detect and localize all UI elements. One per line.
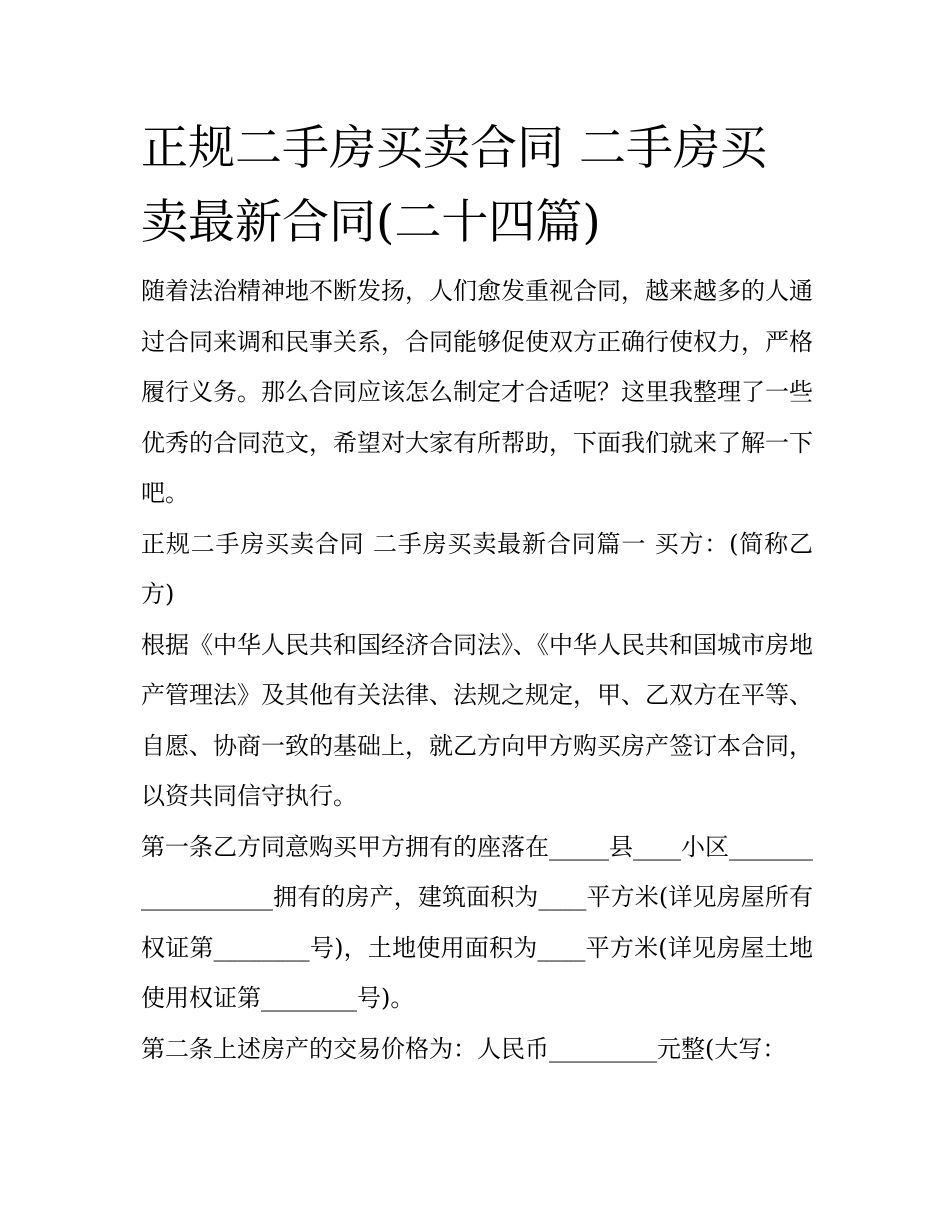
contract-heading-paragraph: 正规二手房买卖合同 二手房买卖最新合同篇一 买方：(简称乙方) <box>141 529 813 608</box>
article-two-paragraph: 第二条上述房产的交易价格为：人民币_________元整(大写： <box>141 1034 787 1063</box>
intro-paragraph: 随着法治精神地不断发扬，人们愈发重视合同，越来越多的人通过合同来调和民事关系，合同能够促使双方正确行使权力，严格履行义务。那么合同应该怎么制定才合适呢？这里我整理了一些优秀的合同范文，希望对大家有所帮助，下面我们就来了解一下吧。 <box>141 277 813 507</box>
legal-basis-paragraph: 根据《中华人民共和国经济合同法》、《中华人民共和国城市房地产管理法》及其他有关法律、法规之规定，甲、乙双方在平等、自愿、协商一致的基础上，就乙方向甲方购买房产签订本合同，以资共同信守执行。 <box>141 630 813 810</box>
article-one-paragraph: 第一条乙方同意购买甲方拥有的座落在_____县____小区__________________拥有的房产，建筑面积为____平方米(详见房屋所有权证第________号)，土地使用面积为____平方米(详见房屋土地使用权证第________号)。 <box>141 832 813 1012</box>
document-title: 正规二手房买卖合同 二手房买卖最新合同(二十四篇) <box>141 121 767 250</box>
document-body <box>141 112 813 1074</box>
